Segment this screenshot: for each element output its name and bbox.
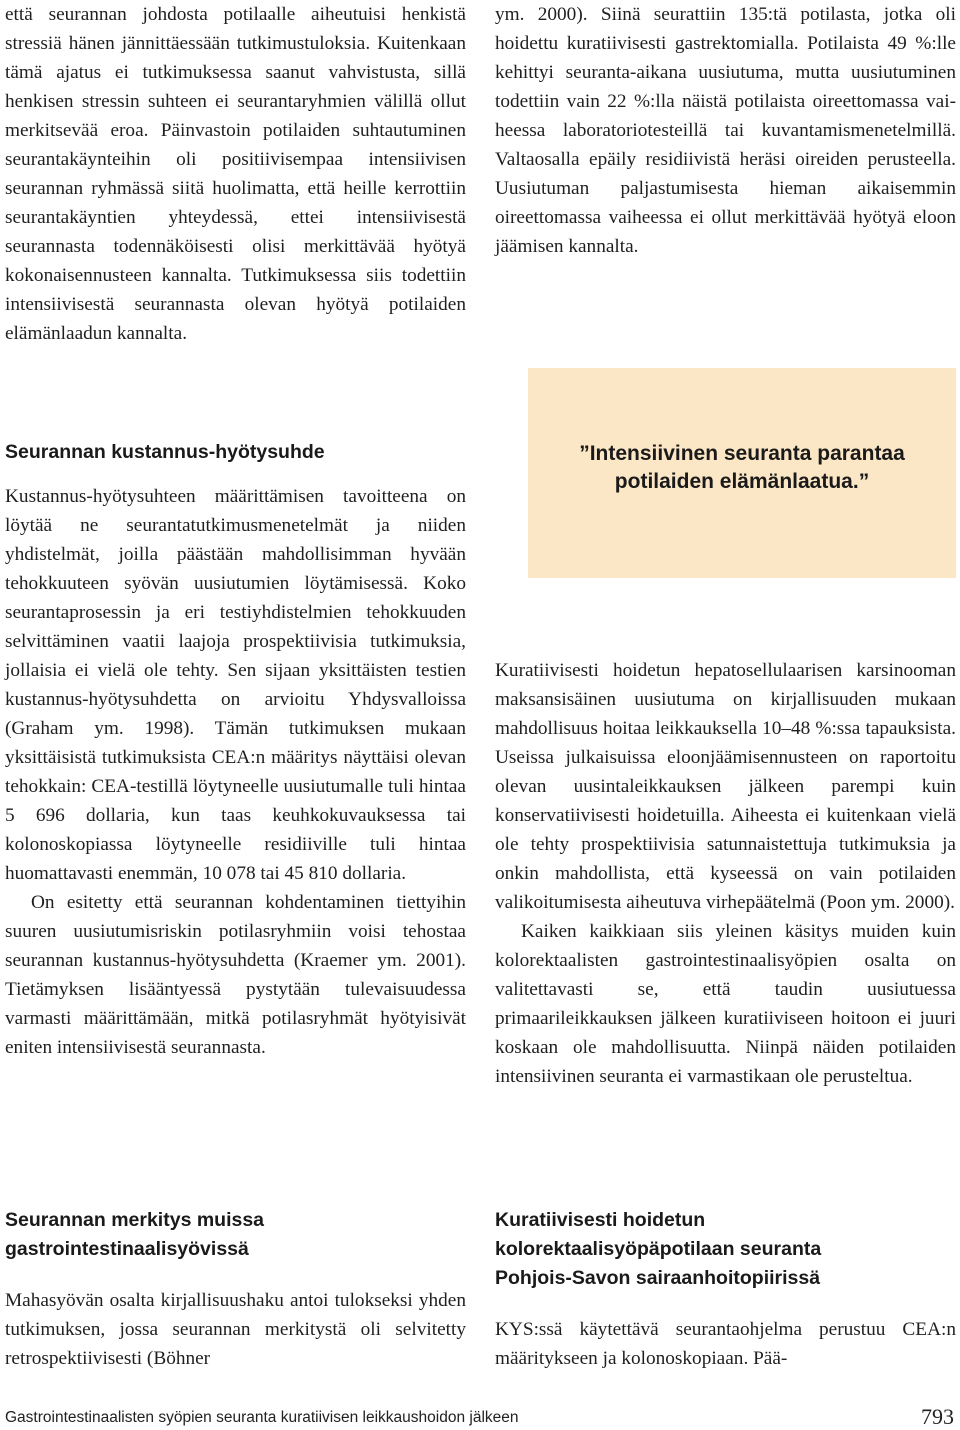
heading-line: kolorektaalisyöpäpotilaan seuranta: [495, 1238, 822, 1260]
section-cost-benefit: [5, 438, 466, 467]
heading-line: Kuratiivisesti hoidetun: [495, 1209, 706, 1231]
intro-paragraph: että seurannan johdosta potilaalle aiheutuisi henkistä stressiä hänen jännittäessään tutkimustuloksia. Kuitenkaan tämä ajatus ei tutkimuksessa saanut vahvistusta, sillä henkisen stressin suhteen ei seurantaryhmien välillä ollut merkitsevää eroa. Päinvastoin potilaiden suhtautuminen seurantakäynteihin oli positiivisempaa intensiivisen seurannan ryhmässä siitä huolimatta, että heille kerrottiin seurantakäyntien yhteydessä, ettei intensiivisestä seurannasta todennäköisesti olisi merkittävää hyötyä kokonaisennusteen kannalta. Tutkimuksessa siis todettiin intensiivisestä seurannasta olevan hyötyä potilaiden elämänlaadun kannalta.: [5, 4, 466, 344]
section-kys-followup-body: [495, 1315, 956, 1373]
section-other-gi-cancers: [5, 1206, 466, 1264]
paragraph-kys-program: KYS:ssä käytettävä seurantaohjelma perustuu CEA:n määritykseen ja kolonoskopiaan. Pää-: [495, 1319, 956, 1369]
section-other-gi-cancers-body: [5, 1286, 466, 1373]
heading-line: Seurannan merkitys muissa: [5, 1209, 265, 1231]
left-column: [5, 0, 466, 348]
pull-quote-text: ”Intensiivinen seuranta parantaa potilaiden elämänlaatua.”: [579, 442, 905, 493]
section-kys-followup: [495, 1206, 956, 1293]
paragraph-cost-benefit-2: On esitetty että seurannan kohdentaminen tiettyihin suuren uusiutumisriskin potilasryhmiin voisi tehostaa seurannan kustannus-hyötysuhdetta (Kraemer ym. 2001). Tietämyksen lisääntyessä pystytään tulevaisuudessa varmasti määrittämään, mitkä potilasryhmät hyötyisivät eniten intensiivisestä seurannasta.: [5, 892, 466, 1058]
section-heading-cost-benefit: Seurannan kustannus-hyötysuhde: [5, 441, 325, 463]
paragraph-summary: Kaiken kaikkiaan siis yleinen käsitys muiden kuin kolorektaalisten gastrointestinaalisyöpien osalta on valitettavasti se, että taudin uusiutuessa primaarileikkauksen jälkeen kuratiiviseen hoitoon ei juuri koskaan ole mahdollisuutta. Niinpä näiden potilaiden intensiivinen seuranta ei varmastikaan ole perusteltua.: [495, 921, 956, 1087]
pull-quote-box: [528, 368, 956, 578]
right-column-top: [495, 0, 956, 261]
section-heading-kys-followup: [495, 1206, 956, 1293]
section-cost-benefit-body: [5, 482, 466, 1062]
heading-line: gastrointestinaalisyövissä: [5, 1238, 249, 1260]
paragraph-cost-benefit-1: Kustannus-hyötysuhteen määrittämisen tavoitteena on löytää ne seurantatutkimusmenetelmät ja niiden yhdistelmät, joilla päästään mahdollisimman hyvään tehokkuuteen syövän uusiutumien löytämisessä. Koko seurantaprosessin ja eri testiyhdistelmien tehokkuuden selvittäminen vaatii laajoja prospektiivisia tutkimuksia, jollaisia ei vielä ole tehty. Sen sijaan yksittäisten testien kustannus-hyötysuhdetta on arvioitu Yhdysvalloissa (Graham ym. 1998). Tämän tutkimuksen mukaan yksittäisistä tutkimuksista CEA:n määritys näyttäisi olevan tehokkain: CEA-testillä löytyneelle uusiutumalle tuli hintaa 5 696 dollaria, kun taas keuhkokuvauksessa tai kolonoskopiassa löytyneelle residiiville tuli hintaa huomattavasti enemmän, 10 078 tai 45 810 dollaria.: [5, 486, 466, 884]
running-footer-title: Gastrointestinaalisten syöpien seuranta kuratiivisen leikkaushoidon jälkeen: [5, 1409, 519, 1426]
continuation-paragraph: ym. 2000). Siinä seurattiin 135:tä potilasta, jotka oli hoidettu kuratiivisesti gastrektomialla. Potilaista 49 %:lle kehittyi seuranta-aikana uusiutuma, mutta uusiutuminen todettiin vain 22 %:lla näistä potilaista oireettomassa vaiheessa laboratoriotesteillä tai kuvantamismenetelmillä. Valtaosalla epäily residiivistä heräsi oireiden perusteella. Uusiutuman paljastumisesta hieman aikaisemmin oireettomassa vaiheessa ei ollut merkittävää hyötyä eloon jäämisen kannalta.: [495, 4, 956, 257]
right-column-middle: [495, 656, 956, 1091]
page-number: 793: [921, 1404, 954, 1429]
heading-line: Pohjois-Savon sairaanhoitopiirissä: [495, 1267, 821, 1289]
paragraph-liver-cancer: Kuratiivisesti hoidetun hepatosellulaarisen karsinooman maksansisäinen uusiutuma on kirjallisuuden mukaan mahdollisuus hoitaa leikkauksella 10–48 %:ssa tapauksista. Useissa julkaisuissa eloonjäämisennusteen on raportoitu olevan uusintaleikkauksen jälkeen parempi kuin konservatiivisesti hoidetuilla. Aiheesta ei kuitenkaan vielä ole tehty prospektiivisia satunnaistettuja tutkimuksia ja onkin mahdollista, että kyseessä on vain potilaiden valikoitumisesta aiheutuva virhepäätelmä (Poon ym. 2000).: [495, 660, 956, 913]
section-heading-other-gi-cancers: [5, 1206, 466, 1264]
paragraph-gastric-cancer: Mahasyövän osalta kirjallisuushaku antoi tulokseksi yhden tutkimuksen, jossa seurannan merkitystä oli selvitetty retrospektiivisesti (Böhner: [5, 1290, 466, 1369]
